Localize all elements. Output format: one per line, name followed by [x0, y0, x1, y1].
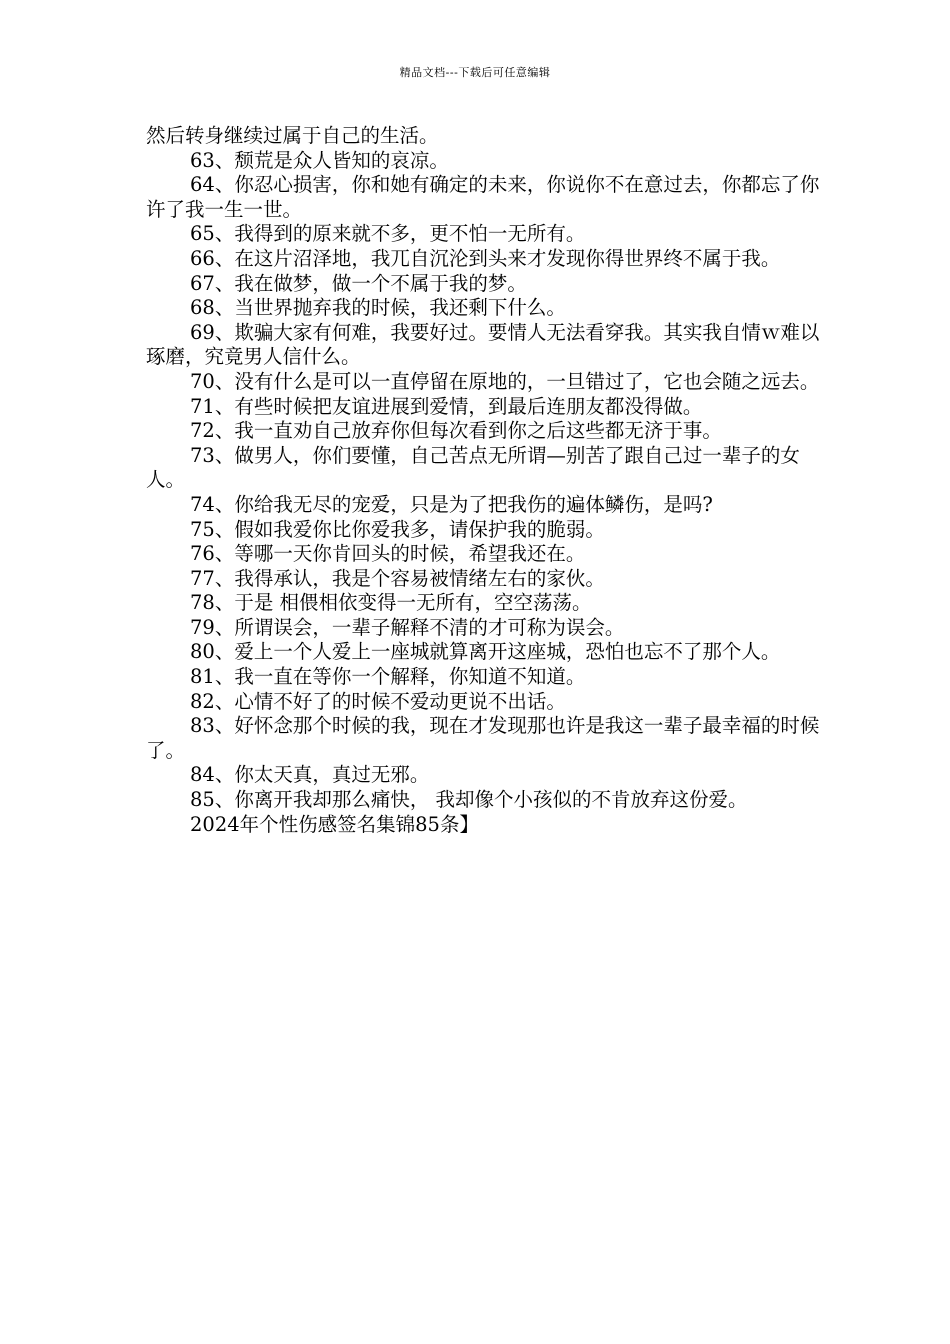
document-body: [146, 124, 826, 837]
paragraph-65: 65、我得到的原来就不多，更不怕一无所有。: [190, 222, 586, 246]
paragraph-84: 84、你太天真，真过无邪。: [190, 763, 430, 787]
paragraph-82: 82、心情不好了的时候不爱动更说不出话。: [190, 689, 566, 713]
paragraph-80: 80、爱上一个人爱上一座城就算离开这座城，恐怕也忘不了那个人。: [190, 640, 781, 664]
paragraph-76: 76、等哪一天你肯回头的时候，希望我还在。: [190, 542, 586, 566]
paragraph-71: 71、有些时候把友谊进展到爱情，到最后连朋友都没得做。: [190, 394, 703, 418]
paragraph-72: 72、我一直劝自己放弃你但每次看到你之后这些都无济于事。: [190, 419, 722, 443]
paragraph-70: 70、没有什么是可以一直停留在原地的，一旦错过了，它也会随之远去。: [190, 369, 820, 393]
paragraph-85: 85、你离开我却那么痛快， 我却像个小孩似的不肯放弃这份爱。: [190, 788, 748, 812]
paragraph-63: 63、颓荒是众人皆知的哀凉。: [190, 148, 449, 172]
paragraph-73: 73、做男人，你们要懂，自己苦点无所谓—别苦了跟自己过一辈子的女人。: [146, 443, 800, 492]
paragraph-continuation: 然后转身继续过属于自己的生活。: [146, 124, 439, 147]
page-header: 精品文档---下载后可任意编辑: [399, 66, 551, 79]
paragraph-68: 68、当世界抛弃我的时候，我还剩下什么。: [190, 296, 566, 320]
paragraph-78: 78、于是 相偎相依变得一无所有，空空荡荡。: [190, 591, 592, 615]
paragraph-64: 64、你忍心损害，你和她有确定的未来，你说你不在意过去，你都忘了你许了我一生一世。: [146, 173, 820, 221]
paragraph-67: 67、我在做梦，做一个不属于我的梦。: [190, 271, 527, 295]
paragraph-closing-title: 2024年个性伤感签名集锦85条】: [190, 812, 479, 836]
paragraph-77: 77、我得承认，我是个容易被情绪左右的家伙。: [190, 566, 605, 590]
paragraph-79: 79、所谓误会，一辈子解释不清的才可称为误会。: [190, 615, 625, 639]
paragraph-83: 83、好怀念那个时候的我，现在才发现那也许是我这一辈子最幸福的时候了。: [146, 714, 820, 762]
paragraph-66: 66、在这片沼泽地，我兀自沉沦到头来才发现你得世界终不属于我。: [190, 246, 781, 270]
paragraph-75: 75、假如我爱你比你爱我多，请保护我的脆弱。: [190, 517, 605, 541]
paragraph-69: 69、欺骗大家有何难，我要好过。要情人无法看穿我。其实我自情ｗ难以琢磨，究竟男人信什么。: [146, 320, 820, 369]
paragraph-74: 74、你给我无尽的宠爱，只是为了把我伤的遍体鳞伤，是吗?: [190, 492, 713, 516]
paragraph-81: 81、我一直在等你一个解释，你知道不知道。: [190, 665, 586, 689]
